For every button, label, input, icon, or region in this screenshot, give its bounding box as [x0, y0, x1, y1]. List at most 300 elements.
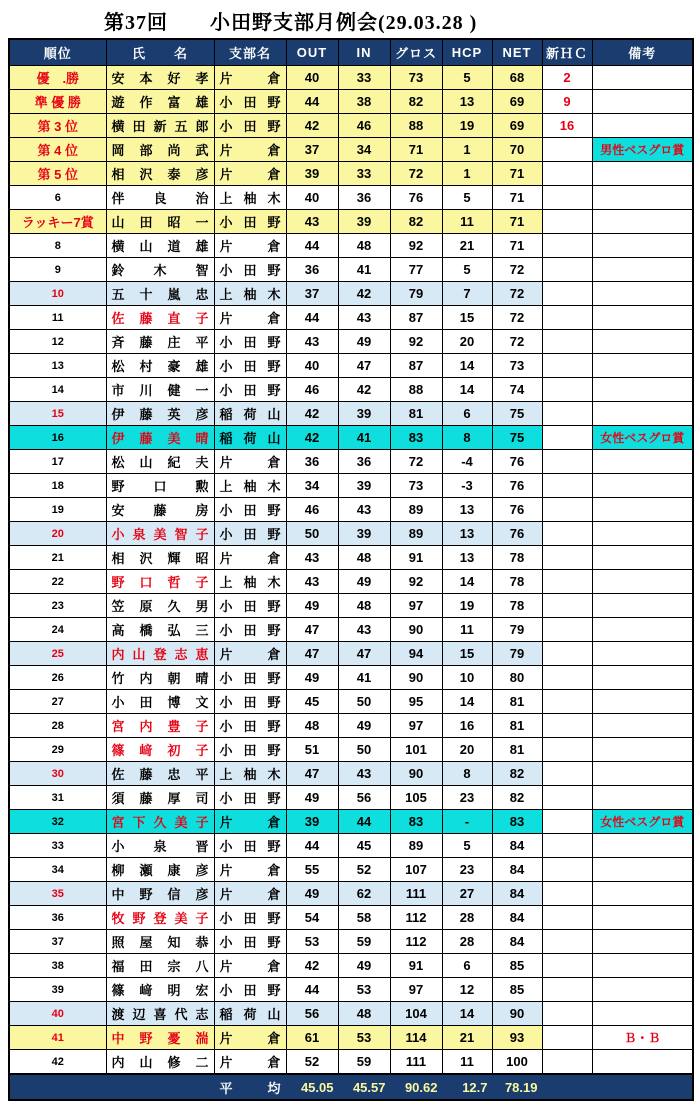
rank-cell: 27 [9, 690, 106, 714]
remark-cell [592, 306, 693, 330]
name-cell: 柳 瀬 康 彦 [106, 858, 214, 882]
new-hc-cell [542, 714, 592, 738]
net-cell: 100 [492, 1050, 542, 1075]
branch-cell: 片 倉 [214, 306, 286, 330]
rank-cell: 21 [9, 546, 106, 570]
out-cell: 37 [286, 282, 338, 306]
remark-cell [592, 498, 693, 522]
out-cell: 42 [286, 114, 338, 138]
net-cell: 76 [492, 498, 542, 522]
in-cell: 39 [338, 402, 390, 426]
in-cell: 41 [338, 258, 390, 282]
name-cell: 高 橋 弘 三 [106, 618, 214, 642]
hcp-cell: 11 [442, 210, 492, 234]
remark-cell [592, 666, 693, 690]
hcp-cell: 1 [442, 162, 492, 186]
name-cell: 安 藤 房 [106, 498, 214, 522]
new-hc-cell [542, 666, 592, 690]
new-hc-cell [542, 282, 592, 306]
rank-cell: 23 [9, 594, 106, 618]
hcp-cell: 13 [442, 522, 492, 546]
branch-cell: 上 柚 木 [214, 282, 286, 306]
name-cell: 松 山 紀 夫 [106, 450, 214, 474]
net-cell: 75 [492, 426, 542, 450]
out-cell: 40 [286, 66, 338, 90]
table-row [9, 690, 693, 714]
rank-cell: 16 [9, 426, 106, 450]
hcp-cell: 14 [442, 1002, 492, 1026]
net-cell: 82 [492, 762, 542, 786]
new-hc-cell [542, 306, 592, 330]
hcp-cell: 14 [442, 378, 492, 402]
name-cell: 篠 﨑 初 子 [106, 738, 214, 762]
gross-cell: 89 [390, 498, 442, 522]
net-cell: 81 [492, 690, 542, 714]
in-cell: 59 [338, 930, 390, 954]
hcp-cell: 6 [442, 402, 492, 426]
name-cell: 須 藤 厚 司 [106, 786, 214, 810]
table-row [9, 882, 693, 906]
gross-cell: 88 [390, 378, 442, 402]
gross-cell: 90 [390, 762, 442, 786]
new-hc-cell: 2 [542, 66, 592, 90]
rank-cell: 24 [9, 618, 106, 642]
out-cell: 39 [286, 162, 338, 186]
net-cell: 71 [492, 210, 542, 234]
hcp-cell: 10 [442, 666, 492, 690]
remark-cell [592, 714, 693, 738]
hcp-cell: 19 [442, 594, 492, 618]
in-cell: 41 [338, 666, 390, 690]
remark-cell: 女性ベスグロ賞 [592, 810, 693, 834]
col-header-net: NET [492, 39, 542, 66]
net-cell: 76 [492, 522, 542, 546]
branch-cell: 稲 荷 山 [214, 1002, 286, 1026]
branch-cell: 小 田 野 [214, 522, 286, 546]
branch-cell: 片 倉 [214, 1026, 286, 1050]
remark-cell [592, 738, 693, 762]
in-cell: 49 [338, 954, 390, 978]
gross-cell: 77 [390, 258, 442, 282]
rank-cell: 14 [9, 378, 106, 402]
new-hc-cell [542, 522, 592, 546]
in-cell: 52 [338, 858, 390, 882]
out-cell: 42 [286, 426, 338, 450]
branch-cell: 小 田 野 [214, 90, 286, 114]
name-cell: 内 山 修 二 [106, 1050, 214, 1075]
remark-cell [592, 690, 693, 714]
branch-cell: 上 柚 木 [214, 186, 286, 210]
table-row [9, 1050, 693, 1075]
net-cell: 84 [492, 930, 542, 954]
table-row [9, 762, 693, 786]
in-cell: 36 [338, 450, 390, 474]
out-cell: 48 [286, 714, 338, 738]
table-row [9, 546, 693, 570]
in-cell: 34 [338, 138, 390, 162]
remark-cell [592, 618, 693, 642]
hcp-cell: 6 [442, 954, 492, 978]
table-row [9, 402, 693, 426]
hcp-cell: 11 [442, 618, 492, 642]
new-hc-cell [542, 186, 592, 210]
table-row [9, 858, 693, 882]
new-hc-cell [542, 642, 592, 666]
gross-cell: 72 [390, 162, 442, 186]
in-cell: 39 [338, 210, 390, 234]
average-empty-remark [592, 1074, 693, 1100]
rank-cell: 8 [9, 234, 106, 258]
rank-cell: 優 .勝 [9, 66, 106, 90]
remark-cell [592, 1050, 693, 1075]
gross-cell: 90 [390, 618, 442, 642]
name-cell: 竹 内 朝 晴 [106, 666, 214, 690]
net-cell: 78 [492, 594, 542, 618]
hcp-cell: -3 [442, 474, 492, 498]
table-row [9, 738, 693, 762]
hcp-cell: 20 [442, 738, 492, 762]
in-cell: 59 [338, 1050, 390, 1075]
net-cell: 79 [492, 642, 542, 666]
out-cell: 36 [286, 450, 338, 474]
hcp-cell: 28 [442, 906, 492, 930]
branch-cell: 小 田 野 [214, 258, 286, 282]
gross-cell: 76 [390, 186, 442, 210]
hcp-cell: 7 [442, 282, 492, 306]
table-row [9, 906, 693, 930]
rank-cell: 31 [9, 786, 106, 810]
average-empty-new-hc [542, 1074, 592, 1100]
name-cell: 宮 下 久 美 子 [106, 810, 214, 834]
table-row [9, 450, 693, 474]
col-header-gross: グロス [390, 39, 442, 66]
in-cell: 49 [338, 330, 390, 354]
header-row [9, 39, 693, 66]
remark-cell [592, 378, 693, 402]
branch-cell: 小 田 野 [214, 378, 286, 402]
net-cell: 81 [492, 738, 542, 762]
net-cell: 84 [492, 906, 542, 930]
col-header-rank: 順位 [9, 39, 106, 66]
net-cell: 72 [492, 282, 542, 306]
branch-cell: 小 田 野 [214, 978, 286, 1002]
hcp-cell: 13 [442, 90, 492, 114]
hcp-cell: 12 [442, 978, 492, 1002]
name-cell: 伴 良 治 [106, 186, 214, 210]
remark-cell: 男性ベスグロ賞 [592, 138, 693, 162]
new-hc-cell [542, 450, 592, 474]
rank-cell: 第 5 位 [9, 162, 106, 186]
net-cell: 70 [492, 138, 542, 162]
hcp-cell: 23 [442, 786, 492, 810]
table-row [9, 354, 693, 378]
average-empty-name [106, 1074, 214, 1100]
gross-cell: 83 [390, 810, 442, 834]
rank-cell: 第 4 位 [9, 138, 106, 162]
out-cell: 53 [286, 930, 338, 954]
name-cell: 鈴 木 智 [106, 258, 214, 282]
table-row [9, 714, 693, 738]
remark-cell [592, 978, 693, 1002]
rank-cell: 37 [9, 930, 106, 954]
name-cell: 伊 藤 英 彦 [106, 402, 214, 426]
name-cell: 市 川 健 一 [106, 378, 214, 402]
rank-cell: 30 [9, 762, 106, 786]
branch-cell: 片 倉 [214, 882, 286, 906]
out-cell: 46 [286, 378, 338, 402]
new-hc-cell [542, 762, 592, 786]
name-cell: 安 本 好 孝 [106, 66, 214, 90]
net-cell: 71 [492, 186, 542, 210]
remark-cell [592, 90, 693, 114]
in-cell: 43 [338, 306, 390, 330]
remark-cell [592, 522, 693, 546]
hcp-cell: 8 [442, 426, 492, 450]
rank-cell: 36 [9, 906, 106, 930]
new-hc-cell [542, 810, 592, 834]
new-hc-cell [542, 258, 592, 282]
rank-cell: 22 [9, 570, 106, 594]
average-empty-rank [9, 1074, 106, 1100]
new-hc-cell [542, 786, 592, 810]
remark-cell [592, 546, 693, 570]
out-cell: 39 [286, 810, 338, 834]
gross-cell: 71 [390, 138, 442, 162]
gross-cell: 89 [390, 522, 442, 546]
net-cell: 76 [492, 450, 542, 474]
in-cell: 50 [338, 690, 390, 714]
net-cell: 93 [492, 1026, 542, 1050]
hcp-cell: 14 [442, 690, 492, 714]
table-row [9, 570, 693, 594]
name-cell: 小 泉 美 智 子 [106, 522, 214, 546]
remark-cell [592, 930, 693, 954]
rank-cell: 12 [9, 330, 106, 354]
remark-cell [592, 474, 693, 498]
name-cell: 松 村 豪 雄 [106, 354, 214, 378]
new-hc-cell [542, 954, 592, 978]
table-row [9, 186, 693, 210]
in-cell: 39 [338, 474, 390, 498]
hcp-cell: 5 [442, 186, 492, 210]
average-gross: 90.62 [390, 1074, 442, 1100]
out-cell: 43 [286, 330, 338, 354]
name-cell: 斉 藤 庄 平 [106, 330, 214, 354]
average-net: 78.19 [492, 1074, 542, 1100]
in-cell: 47 [338, 642, 390, 666]
out-cell: 44 [286, 306, 338, 330]
rank-cell: 11 [9, 306, 106, 330]
in-cell: 50 [338, 738, 390, 762]
name-cell: 福 田 宗 八 [106, 954, 214, 978]
table-row [9, 474, 693, 498]
net-cell: 71 [492, 162, 542, 186]
remark-cell [592, 786, 693, 810]
branch-cell: 片 倉 [214, 450, 286, 474]
net-cell: 81 [492, 714, 542, 738]
new-hc-cell [542, 882, 592, 906]
in-cell: 46 [338, 114, 390, 138]
out-cell: 40 [286, 186, 338, 210]
branch-cell: 片 倉 [214, 66, 286, 90]
hcp-cell: 21 [442, 234, 492, 258]
branch-cell: 稲 荷 山 [214, 426, 286, 450]
net-cell: 68 [492, 66, 542, 90]
name-cell: 牧 野 登 美 子 [106, 906, 214, 930]
net-cell: 83 [492, 810, 542, 834]
name-cell: 笠 原 久 男 [106, 594, 214, 618]
gross-cell: 95 [390, 690, 442, 714]
table-row [9, 426, 693, 450]
gross-cell: 89 [390, 834, 442, 858]
hcp-cell: 21 [442, 1026, 492, 1050]
in-cell: 53 [338, 978, 390, 1002]
hcp-cell: 15 [442, 642, 492, 666]
net-cell: 82 [492, 786, 542, 810]
in-cell: 33 [338, 162, 390, 186]
branch-cell: 上 柚 木 [214, 474, 286, 498]
branch-cell: 小 田 野 [214, 210, 286, 234]
branch-cell: 小 田 野 [214, 738, 286, 762]
out-cell: 55 [286, 858, 338, 882]
hcp-cell: 5 [442, 834, 492, 858]
table-row [9, 282, 693, 306]
branch-cell: 片 倉 [214, 810, 286, 834]
net-cell: 79 [492, 618, 542, 642]
rank-cell: 26 [9, 666, 106, 690]
average-out: 45.05 [286, 1074, 338, 1100]
new-hc-cell: 16 [542, 114, 592, 138]
gross-cell: 97 [390, 594, 442, 618]
remark-cell [592, 354, 693, 378]
rank-cell: 32 [9, 810, 106, 834]
in-cell: 47 [338, 354, 390, 378]
col-header-hcp: HCP [442, 39, 492, 66]
average-row [9, 1074, 693, 1100]
branch-cell: 上 柚 木 [214, 570, 286, 594]
out-cell: 50 [286, 522, 338, 546]
table-row [9, 642, 693, 666]
table-row [9, 978, 693, 1002]
net-cell: 84 [492, 882, 542, 906]
name-cell: 渡 辺 喜 代 志 [106, 1002, 214, 1026]
gross-cell: 92 [390, 234, 442, 258]
hcp-cell: 28 [442, 930, 492, 954]
gross-cell: 105 [390, 786, 442, 810]
gross-cell: 91 [390, 954, 442, 978]
branch-cell: 稲 荷 山 [214, 402, 286, 426]
col-header-branch: 支部名 [214, 39, 286, 66]
new-hc-cell [542, 834, 592, 858]
rank-cell: 38 [9, 954, 106, 978]
col-header-in: IN [338, 39, 390, 66]
table-row [9, 162, 693, 186]
new-hc-cell [542, 402, 592, 426]
remark-cell [592, 570, 693, 594]
gross-cell: 111 [390, 882, 442, 906]
remark-cell [592, 234, 693, 258]
rank-cell: 6 [9, 186, 106, 210]
branch-cell: 小 田 野 [214, 498, 286, 522]
gross-cell: 82 [390, 90, 442, 114]
new-hc-cell [542, 930, 592, 954]
branch-cell: 片 倉 [214, 138, 286, 162]
gross-cell: 94 [390, 642, 442, 666]
branch-cell: 上 柚 木 [214, 762, 286, 786]
table-row [9, 234, 693, 258]
out-cell: 44 [286, 90, 338, 114]
hcp-cell: 8 [442, 762, 492, 786]
hcp-cell: 13 [442, 498, 492, 522]
branch-cell: 片 倉 [214, 1050, 286, 1075]
remark-cell [592, 1002, 693, 1026]
out-cell: 47 [286, 618, 338, 642]
branch-cell: 小 田 野 [214, 354, 286, 378]
gross-cell: 73 [390, 66, 442, 90]
rank-cell: 40 [9, 1002, 106, 1026]
rank-cell: 33 [9, 834, 106, 858]
table-row [9, 618, 693, 642]
out-cell: 42 [286, 954, 338, 978]
net-cell: 76 [492, 474, 542, 498]
average-label: 平 均 [214, 1074, 286, 1100]
out-cell: 49 [286, 882, 338, 906]
table-row [9, 522, 693, 546]
net-cell: 71 [492, 234, 542, 258]
branch-cell: 片 倉 [214, 642, 286, 666]
name-cell: 岡 部 尚 武 [106, 138, 214, 162]
new-hc-cell [542, 354, 592, 378]
name-cell: 五 十 嵐 忠 [106, 282, 214, 306]
new-hc-cell [542, 498, 592, 522]
branch-cell: 小 田 野 [214, 834, 286, 858]
table-row [9, 1002, 693, 1026]
rank-cell: 18 [9, 474, 106, 498]
out-cell: 43 [286, 546, 338, 570]
rank-cell: 28 [9, 714, 106, 738]
new-hc-cell [542, 546, 592, 570]
in-cell: 48 [338, 234, 390, 258]
table-row [9, 66, 693, 90]
rank-cell: 35 [9, 882, 106, 906]
in-cell: 36 [338, 186, 390, 210]
table-row [9, 306, 693, 330]
table-row [9, 90, 693, 114]
net-cell: 85 [492, 954, 542, 978]
in-cell: 62 [338, 882, 390, 906]
col-header-new-hc: 新ＨＣ [542, 39, 592, 66]
hcp-cell: 13 [442, 546, 492, 570]
out-cell: 43 [286, 570, 338, 594]
out-cell: 54 [286, 906, 338, 930]
new-hc-cell [542, 210, 592, 234]
hcp-cell: 15 [442, 306, 492, 330]
rank-cell: ラッキー7賞 [9, 210, 106, 234]
in-cell: 41 [338, 426, 390, 450]
gross-cell: 83 [390, 426, 442, 450]
out-cell: 46 [286, 498, 338, 522]
hcp-cell: 27 [442, 882, 492, 906]
branch-cell: 小 田 野 [214, 330, 286, 354]
table-row [9, 378, 693, 402]
table-row [9, 930, 693, 954]
table-row [9, 498, 693, 522]
results-table [8, 38, 694, 1101]
remark-cell [592, 594, 693, 618]
col-header-remark: 備考 [592, 39, 693, 66]
rank-cell: 17 [9, 450, 106, 474]
name-cell: 横 山 道 雄 [106, 234, 214, 258]
